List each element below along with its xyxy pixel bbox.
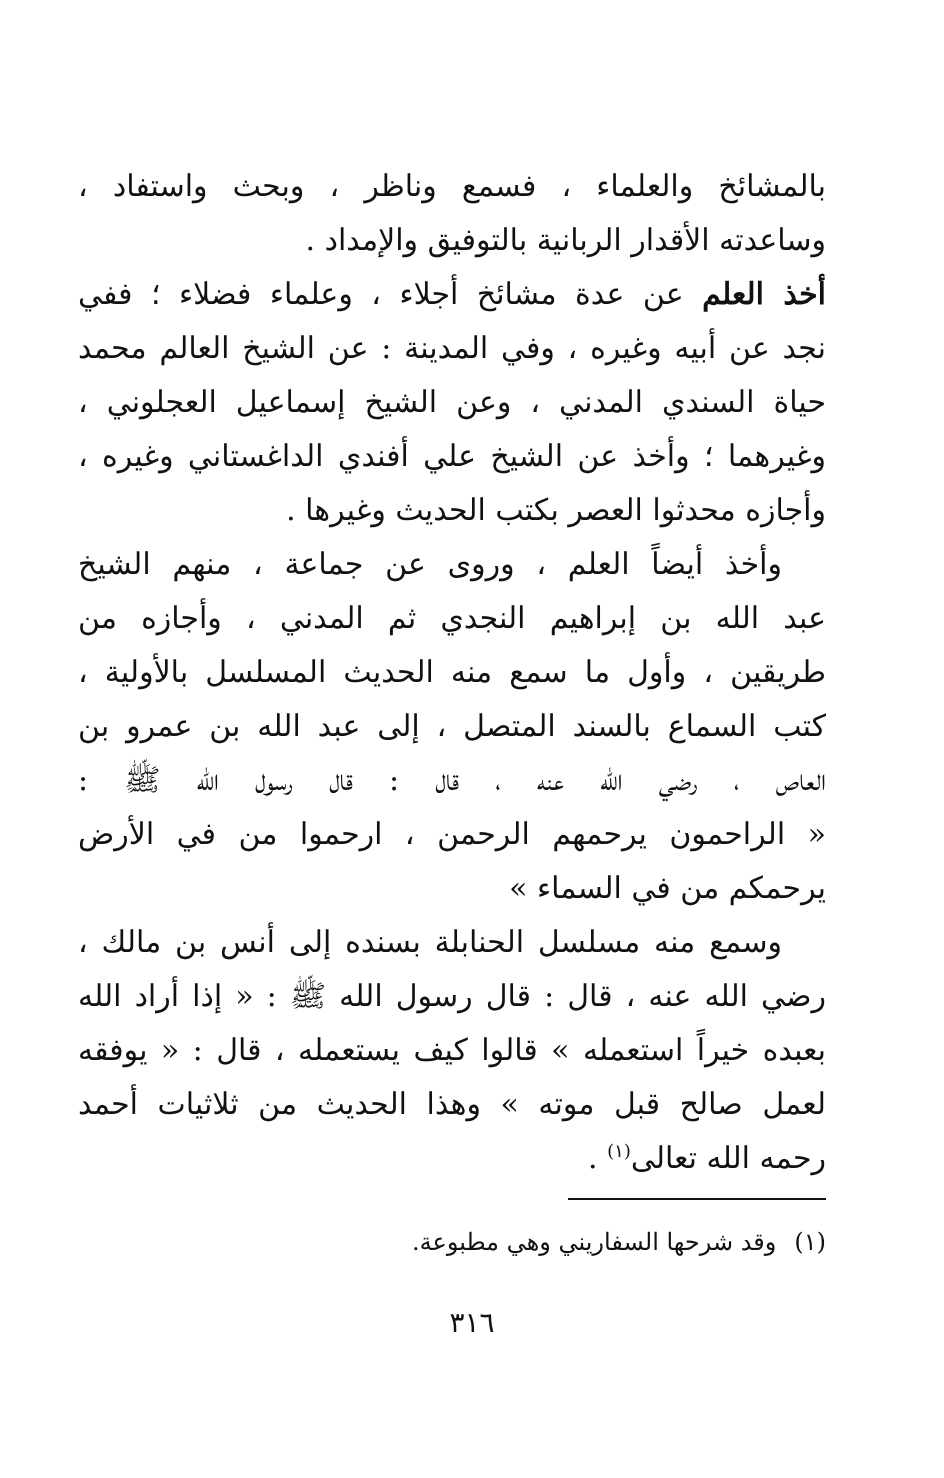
text-line: كتب السماع بالسند المتصل ، إلى عبد الله بن عمرو بن — [78, 709, 826, 744]
text-line: وساعدته الأقدار الربانية بالتوفيق والإمداد . — [305, 223, 826, 258]
text-line: رضي الله عنه ، قال : قال رسول الله ﷺ : « إذا أراد الله — [78, 979, 826, 1014]
text-line: لعمل صالح قبل موته » وهذا الحديث من ثلاثيات أحمد — [78, 1087, 826, 1122]
text-line: طريقين ، وأول ما سمع منه الحديث المسلسل بالأولية ، — [78, 655, 826, 690]
text-fragment: . — [588, 1141, 598, 1176]
text-fragment: رحمه الله تعالى — [630, 1141, 826, 1176]
section-heading: أخذ العلم — [702, 277, 826, 312]
footnote-divider — [568, 1198, 826, 1200]
text-line: بعبده خيراً استعمله » قالوا كيف يستعمله ، قال : « يوفقه — [78, 1033, 826, 1068]
paragraph-3 — [78, 538, 826, 916]
text-line: يرحمكم من في السماء » — [509, 871, 826, 906]
text-line: حياة السندي المدني ، وعن الشيخ إسماعيل العجلوني ، — [78, 385, 826, 420]
text-line: العاص ، رضي الله عنه ، قال : قال رسول الله ﷺ : — [78, 763, 826, 798]
text-fragment: عن عدة مشائخ أجلاء ، وعلماء فضلاء ؛ ففي — [78, 277, 684, 312]
text-line: وأخذ أيضاً العلم ، وروى عن جماعة ، منهم الشيخ — [78, 547, 782, 582]
footnote-text: وقد شرحها السفاريني وهي مطبوعة. — [412, 1228, 777, 1256]
footnote — [326, 1222, 826, 1262]
paragraph-1 — [78, 160, 826, 268]
text-line — [78, 1132, 826, 1186]
page-body — [78, 160, 826, 1186]
text-line: وغيرهما ؛ وأخذ عن الشيخ علي أفندي الداغستاني وغيره ، — [78, 439, 826, 474]
paragraph-4 — [78, 916, 826, 1186]
text-line: وسمع منه مسلسل الحنابلة بسنده إلى أنس بن مالك ، — [78, 925, 783, 960]
text-line: نجد عن أبيه وغيره ، وفي المدينة : عن الشيخ العالم محمد — [78, 331, 826, 366]
text-line: وأجازه محدثوا العصر بكتب الحديث وغيرها . — [286, 493, 826, 528]
page-number: ٣١٦ — [449, 1306, 495, 1339]
text-line — [78, 268, 826, 322]
paragraph-2 — [78, 268, 826, 538]
text-line: بالمشائخ والعلماء ، فسمع وناظر ، وبحث واستفاد ، — [78, 169, 826, 204]
footnote-ref[interactable]: (١) — [607, 1141, 631, 1162]
text-line: « الراحمون يرحمهم الرحمن ، ارحموا من في الأرض — [78, 817, 826, 852]
footnote-number: (١) — [794, 1228, 826, 1256]
text-line: عبد الله بن إبراهيم النجدي ثم المدني ، وأجازه من — [78, 601, 826, 636]
